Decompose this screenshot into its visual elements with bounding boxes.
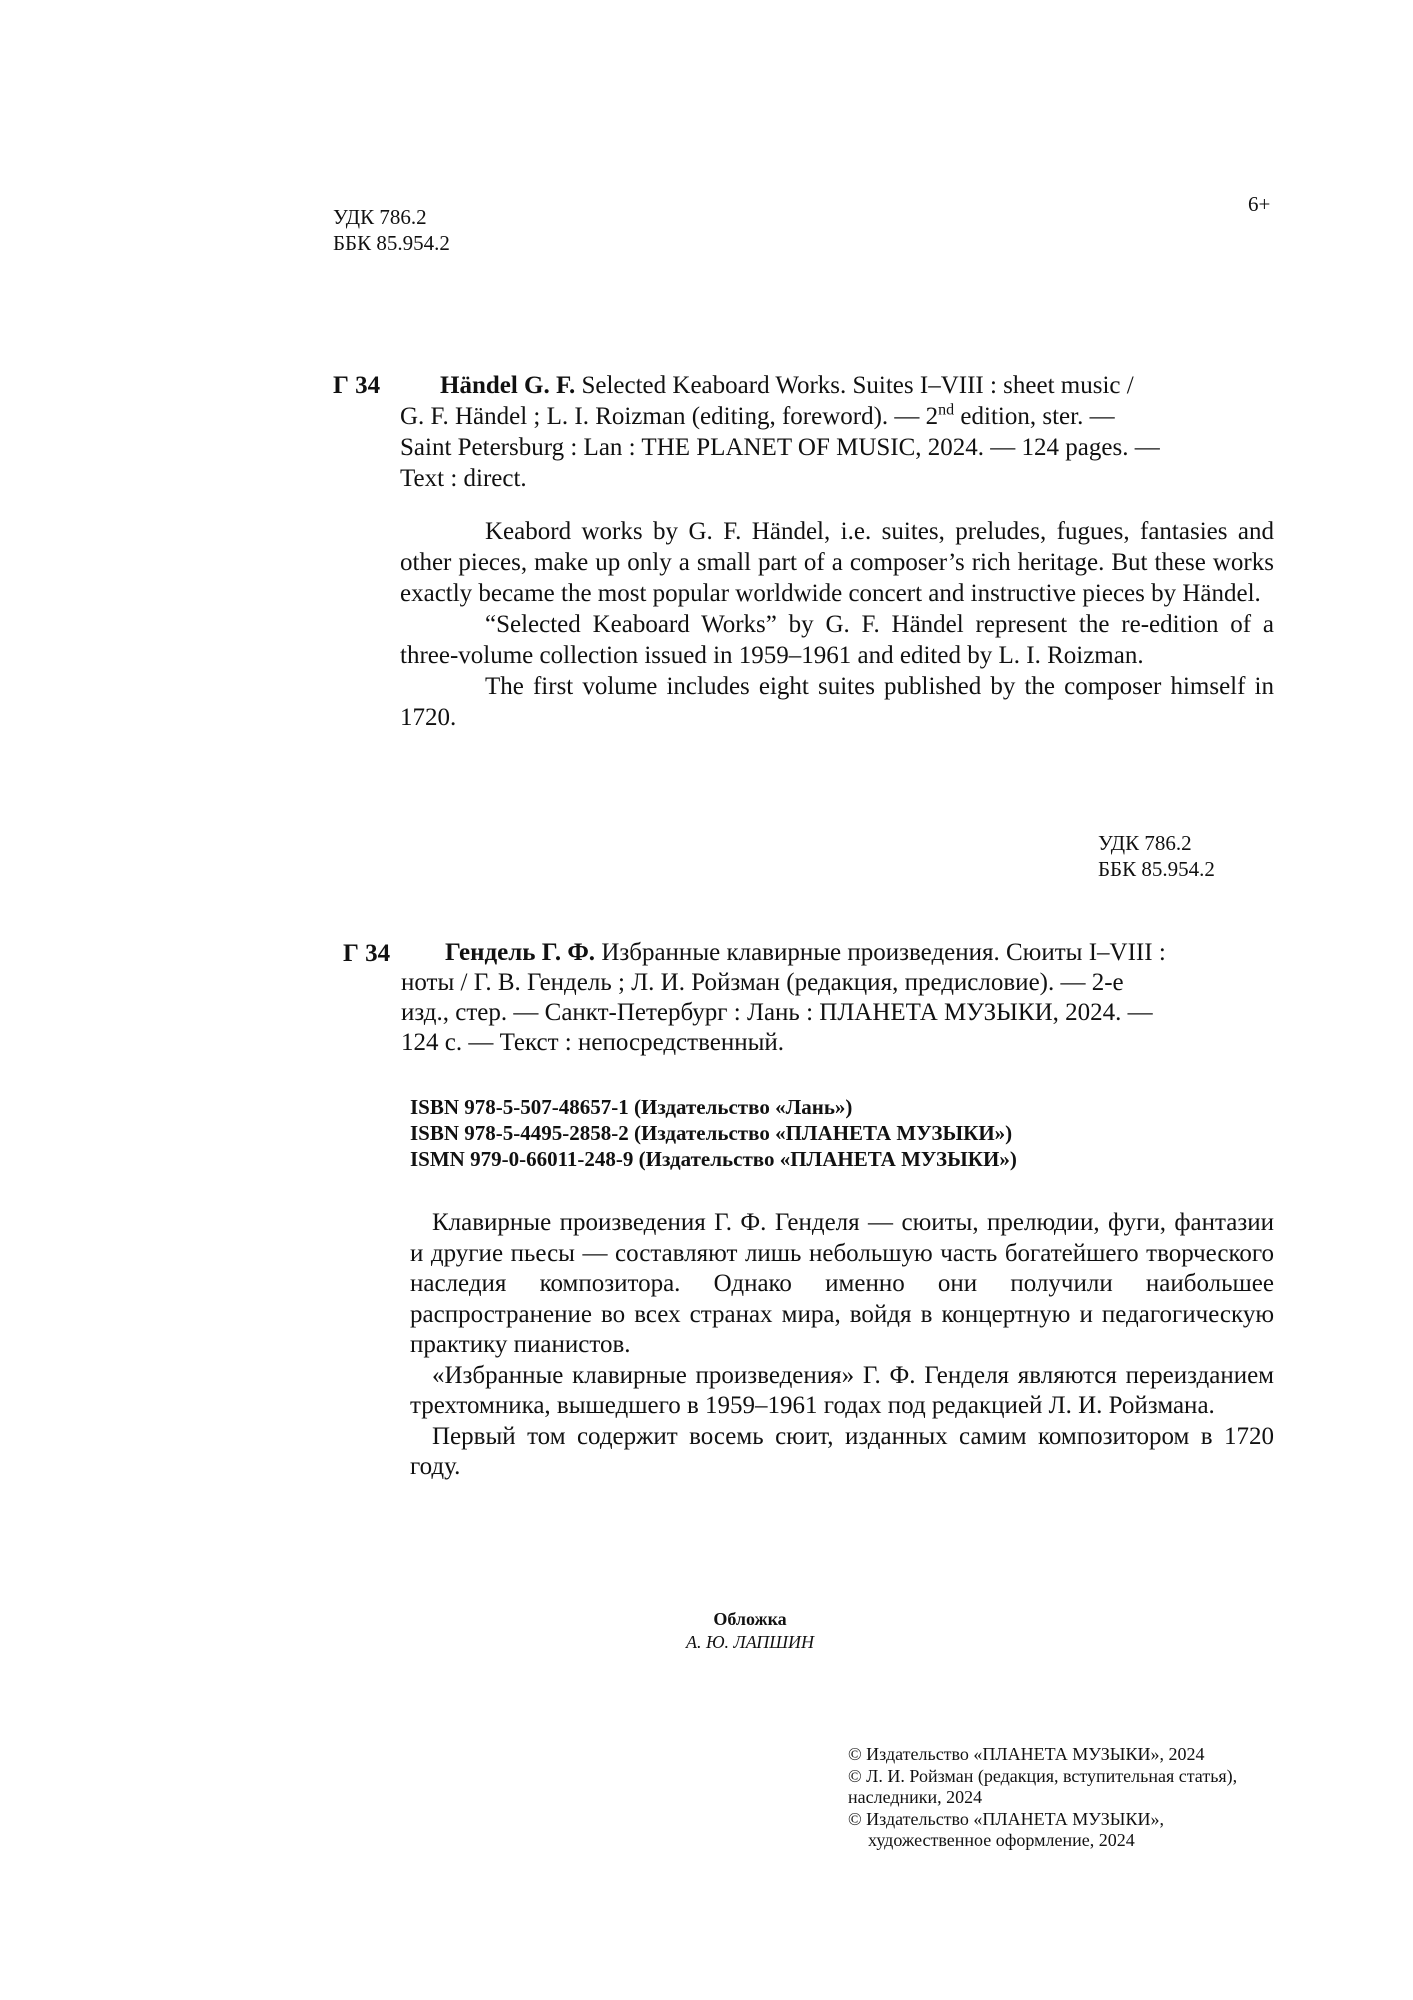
- isbn-lan: ISBN 978-5-507-48657-1 (Издательство «Лань»): [410, 1095, 853, 1119]
- english-abstract-paragraph: Keabord works by G. F. Händel, i.e. suites, preludes, fugues, fantasies and other pieces, make up only a small part of a composer’s rich heritage. But these works exactly became the most popular worldwide concert and instructive pieces by Händel.: [400, 518, 1274, 607]
- copyright-line: наследники, 2024: [848, 1787, 983, 1807]
- russian-author-code: Г 34: [343, 940, 391, 967]
- english-entry-line-2: G. F. Händel ; L. I. Roizman (editing, foreword). — 2nd edition, ster. —: [400, 401, 1115, 430]
- english-author-code: Г 34: [333, 372, 381, 399]
- russian-abstract-paragraph: Клавирные произведения Г. Ф. Генделя — сюиты, прелюдии, фуги, фантазии и другие пьесы — составляют лишь небольшую часть богатейшего творческого наследия композитора. Однако именно они получили наибольшее распространение во всех странах мира, войдя в концертную и педагогическую практику пианистов.: [410, 1209, 1274, 1358]
- russian-entry-line-2: ноты / Г. В. Гендель ; Л. И. Ройзман (редакция, предисловие). — 2-е: [401, 969, 1124, 996]
- russian-entry-line-3: изд., стер. — Санкт-Петербург : Лань : ПЛАНЕТА МУЗЫКИ, 2024. —: [401, 999, 1153, 1026]
- russian-abstract-paragraph: «Избранные клавирные произведения» Г. Ф. Генделя являются переизданием трехтомника, вышедшего в 1959–1961 годах под редакцией Л. И. Ройзмана.: [410, 1361, 1274, 1419]
- russian-bibliographic-entry: [401, 938, 1265, 1058]
- english-entry-line-4: Text : direct.: [400, 465, 527, 492]
- udk-code: УДК 786.2: [333, 205, 427, 229]
- ismn-planet: ISMN 979-0-66011-248-9 (Издательство «ПЛАНЕТА МУЗЫКИ»): [410, 1147, 1017, 1171]
- english-abstract-paragraph: “Selected Keaboard Works” by G. F. Händel represent the re-edition of a three-volume collection issued in 1959–1961 and edited by L. I. Roizman.: [400, 611, 1274, 669]
- bbk-code: ББК 85.954.2: [1098, 857, 1215, 881]
- cover-label: Обложка: [713, 1609, 787, 1629]
- russian-title: Избранные клавирные произведения. Сюиты I–VIII :: [595, 939, 1166, 966]
- age-rating: 6+: [1248, 192, 1271, 216]
- english-abstract-paragraph: The first volume includes eight suites published by the composer himself in 1720.: [400, 673, 1274, 731]
- english-abstract: [400, 516, 1274, 733]
- cover-artist: А. Ю. ЛАПШИН: [685, 1632, 815, 1652]
- copyright-line: © Издательство «ПЛАНЕТА МУЗЫКИ»,: [848, 1808, 1164, 1829]
- copyright-line: © Л. И. Ройзман (редакция, вступительная статья),: [848, 1765, 1238, 1786]
- english-bibliographic-entry: [400, 370, 1266, 494]
- top-classification: [333, 204, 450, 256]
- cover-credit: [600, 1608, 900, 1654]
- english-title: Selected Keaboard Works. Suites I–VIII : sheet music /: [575, 372, 1134, 399]
- russian-abstract: [410, 1208, 1274, 1483]
- copyright-line: © Издательство «ПЛАНЕТА МУЗЫКИ», 2024: [848, 1744, 1205, 1764]
- isbn-planet: ISBN 978-5-4495-2858-2 (Издательство «ПЛАНЕТА МУЗЫКИ»): [410, 1121, 1013, 1145]
- middle-classification: [1098, 830, 1215, 882]
- copyright-notice: [848, 1744, 1237, 1852]
- english-entry-line-3: Saint Petersburg : Lan : THE PLANET OF MUSIC, 2024. — 124 pages. —: [400, 434, 1160, 461]
- copyright-line: художественное оформление, 2024: [868, 1830, 1135, 1850]
- russian-author: Гендель Г. Ф.: [445, 939, 596, 966]
- russian-entry-line-4: 124 с. — Текст : непосредственный.: [401, 1029, 785, 1056]
- bbk-code: ББК 85.954.2: [333, 231, 450, 255]
- udk-code: УДК 786.2: [1098, 831, 1192, 855]
- russian-abstract-paragraph: Первый том содержит восемь сюит, изданных самим композитором в 1720 году.: [410, 1422, 1274, 1480]
- english-author: Händel G. F.: [440, 372, 576, 399]
- isbn-list: [410, 1094, 1017, 1172]
